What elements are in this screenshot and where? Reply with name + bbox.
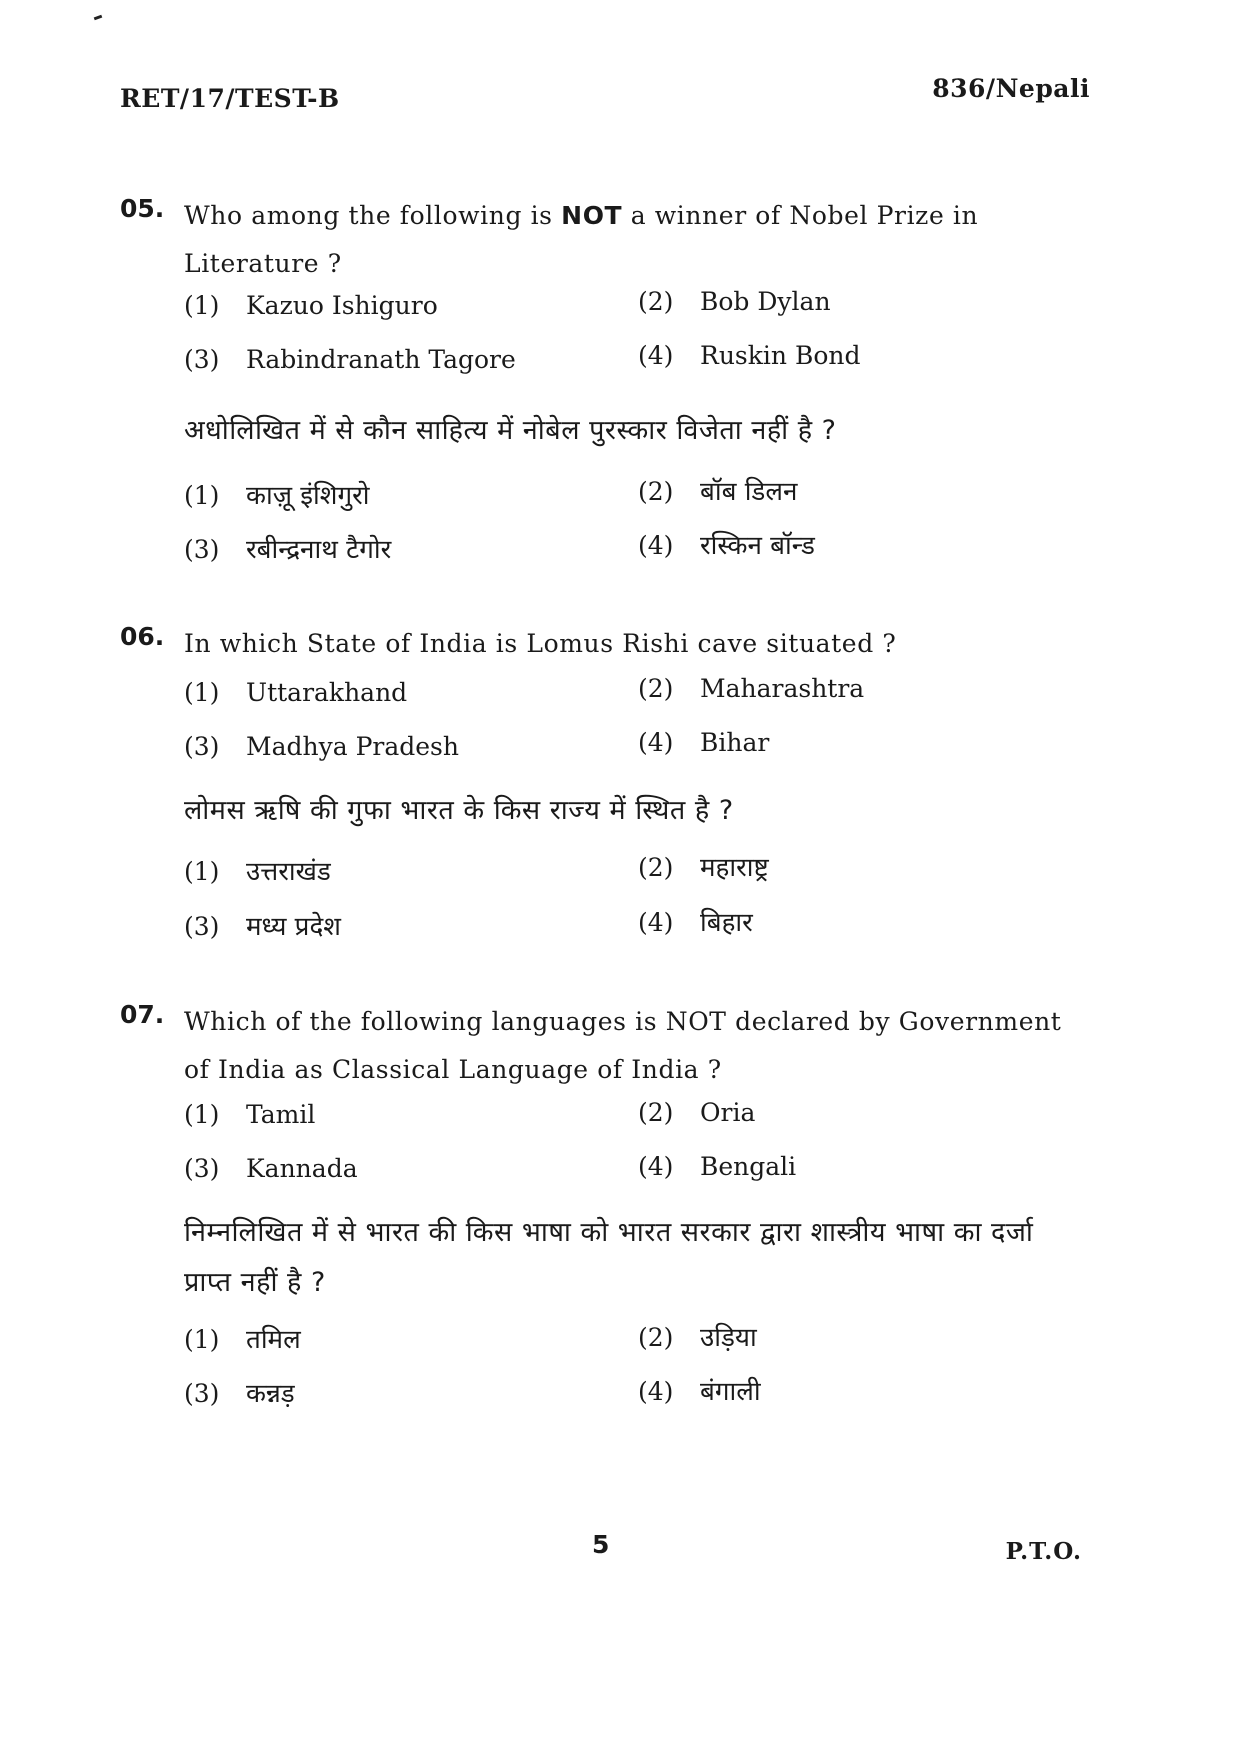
option-en-1: (1) Uttarakhand <box>184 678 408 707</box>
option-hi-1: (1) तमिल <box>184 1325 301 1355</box>
option-hi-1: (1) काज़ू इंशिगुरो <box>184 481 370 511</box>
emphasis-not: NOT <box>561 201 623 230</box>
option-hi-4: (4) बिहार <box>638 908 753 938</box>
option-hi-2: (2) बॉब डिलन <box>638 477 798 507</box>
question-text-hi: लोमस ऋषि की गुफा भारत के किस राज्य में स्थित है ? <box>184 795 734 826</box>
option-en-2: (2) Oria <box>638 1098 756 1127</box>
scan-mark <box>94 15 103 21</box>
option-en-1: (1) Tamil <box>184 1100 316 1129</box>
paper-code: 836/Nepali <box>932 74 1090 103</box>
option-en-3: (3) Kannada <box>184 1154 358 1183</box>
option-en-2: (2) Maharashtra <box>638 674 865 703</box>
question-text-en: Which of the following languages is NOT declared by Government of India as Classical Language of India ? <box>184 1007 1062 1084</box>
option-hi-3: (3) कन्नड़ <box>184 1379 295 1409</box>
option-en-4: (4) Ruskin Bond <box>638 341 861 370</box>
option-hi-2: (2) महाराष्ट्र <box>638 853 769 883</box>
option-hi-1: (1) उत्तराखंड <box>184 857 331 887</box>
page-number: 5 <box>592 1530 610 1559</box>
pto-label: P.T.O. <box>1005 1538 1082 1565</box>
option-en-2: (2) Bob Dylan <box>638 287 831 316</box>
question-text-en: Who among the following is NOT a winner of Nobel Prize in Literature ? <box>184 201 979 278</box>
question-number: 06. <box>120 622 165 651</box>
question-text-hi: अधोलिखित में से कौन साहित्य में नोबेल पुरस्कार विजेता नहीं है ? <box>184 415 837 446</box>
option-hi-3: (3) मध्य प्रदेश <box>184 912 341 942</box>
option-hi-3: (3) रबीन्द्रनाथ टैगोर <box>184 535 392 565</box>
exam-code: RET/17/TEST-B <box>120 84 340 113</box>
question-number: 05. <box>120 194 165 223</box>
option-en-4: (4) Bengali <box>638 1152 797 1181</box>
question-text-en: In which State of India is Lomus Rishi cave situated ? <box>184 629 897 658</box>
question-text-hi: निम्नलिखित में से भारत की किस भाषा को भारत सरकार द्वारा शास्त्रीय भाषा का दर्जा प्राप्त नहीं है ? <box>184 1217 1034 1298</box>
option-hi-4: (4) बंगाली <box>638 1377 761 1407</box>
option-hi-4: (4) रस्किन बॉन्ड <box>638 531 815 561</box>
option-en-3: (3) Madhya Pradesh <box>184 732 459 761</box>
option-en-3: (3) Rabindranath Tagore <box>184 345 516 374</box>
option-hi-2: (2) उड़िया <box>638 1323 757 1353</box>
question-number: 07. <box>120 1000 165 1029</box>
option-en-1: (1) Kazuo Ishiguro <box>184 291 438 320</box>
option-en-4: (4) Bihar <box>638 728 770 757</box>
